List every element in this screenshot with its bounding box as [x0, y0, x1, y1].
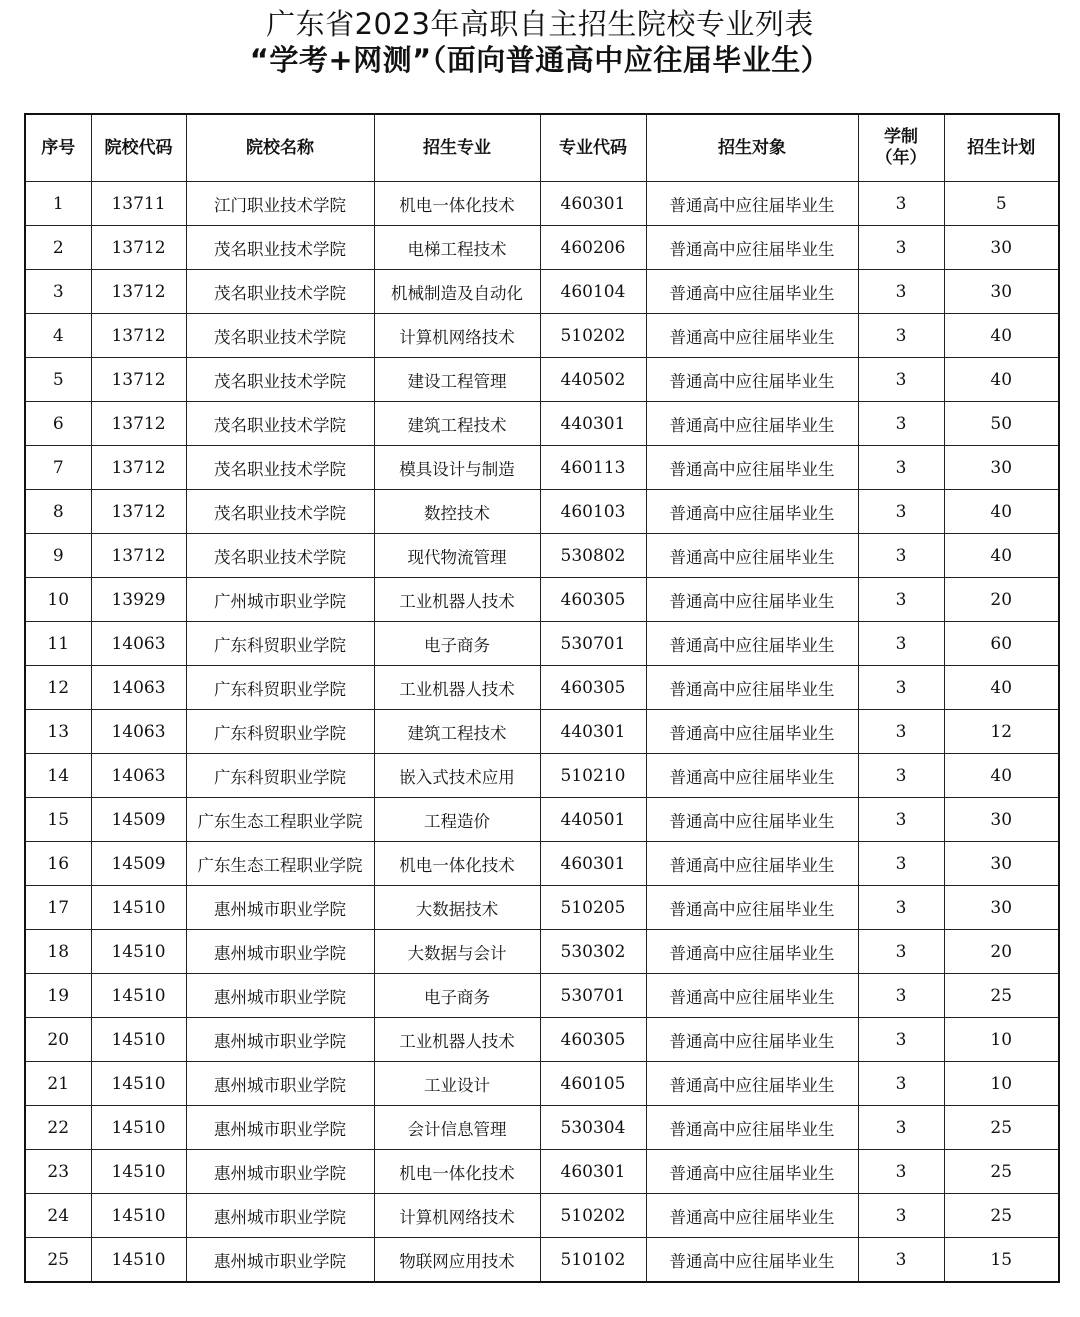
cell-major-code: 460301	[540, 182, 646, 226]
cell-target: 普通高中应往届毕业生	[646, 446, 858, 490]
cell-target: 普通高中应往届毕业生	[646, 798, 858, 842]
cell-years: 3	[858, 1062, 944, 1106]
cell-plan: 30	[944, 886, 1059, 930]
cell-target: 普通高中应往届毕业生	[646, 930, 858, 974]
cell-major-code: 460305	[540, 578, 646, 622]
cell-major-code: 530701	[540, 622, 646, 666]
cell-years: 3	[858, 402, 944, 446]
cell-major: 计算机网络技术	[374, 1194, 540, 1238]
cell-years: 3	[858, 358, 944, 402]
table-row	[25, 1106, 1059, 1150]
cell-school-name: 茂名职业技术学院	[186, 446, 374, 490]
cell-school-code: 14510	[91, 1062, 186, 1106]
cell-school-code: 14509	[91, 798, 186, 842]
cell-major: 电梯工程技术	[374, 226, 540, 270]
cell-school-name: 惠州城市职业学院	[186, 930, 374, 974]
cell-years: 3	[858, 622, 944, 666]
cell-major: 嵌入式技术应用	[374, 754, 540, 798]
cell-school-name: 惠州城市职业学院	[186, 1194, 374, 1238]
table-row	[25, 182, 1059, 226]
cell-index: 23	[25, 1150, 91, 1194]
cell-major: 工业机器人技术	[374, 578, 540, 622]
cell-target: 普通高中应往届毕业生	[646, 226, 858, 270]
cell-major-code: 460104	[540, 270, 646, 314]
cell-major-code: 510202	[540, 314, 646, 358]
cell-plan: 40	[944, 358, 1059, 402]
cell-major-code: 460113	[540, 446, 646, 490]
cell-school-name: 惠州城市职业学院	[186, 1062, 374, 1106]
cell-major: 工业设计	[374, 1062, 540, 1106]
cell-index: 19	[25, 974, 91, 1018]
cell-major: 大数据与会计	[374, 930, 540, 974]
title-line-1: 广东省2023年高职自主招生院校专业列表	[266, 7, 814, 41]
cell-school-name: 茂名职业技术学院	[186, 490, 374, 534]
cell-major: 物联网应用技术	[374, 1238, 540, 1283]
table-row	[25, 446, 1059, 490]
cell-major-code: 460301	[540, 1150, 646, 1194]
table-header-row	[25, 114, 1059, 182]
cell-plan: 12	[944, 710, 1059, 754]
cell-major: 工业机器人技术	[374, 1018, 540, 1062]
cell-plan: 30	[944, 798, 1059, 842]
cell-major: 计算机网络技术	[374, 314, 540, 358]
admissions-table	[24, 113, 1060, 1283]
cell-years: 3	[858, 578, 944, 622]
cell-major-code: 530304	[540, 1106, 646, 1150]
cell-major-code: 460105	[540, 1062, 646, 1106]
cell-target: 普通高中应往届毕业生	[646, 578, 858, 622]
cell-school-name: 茂名职业技术学院	[186, 402, 374, 446]
cell-target: 普通高中应往届毕业生	[646, 490, 858, 534]
table-row	[25, 1150, 1059, 1194]
cell-years: 3	[858, 798, 944, 842]
header-school-code: 院校代码	[91, 114, 186, 182]
cell-years: 3	[858, 314, 944, 358]
cell-index: 20	[25, 1018, 91, 1062]
cell-index: 21	[25, 1062, 91, 1106]
cell-school-code: 13712	[91, 270, 186, 314]
cell-target: 普通高中应往届毕业生	[646, 842, 858, 886]
table-row	[25, 974, 1059, 1018]
cell-school-name: 茂名职业技术学院	[186, 226, 374, 270]
cell-major-code: 460301	[540, 842, 646, 886]
cell-school-code: 13712	[91, 226, 186, 270]
cell-target: 普通高中应往届毕业生	[646, 182, 858, 226]
cell-major: 数控技术	[374, 490, 540, 534]
cell-plan: 25	[944, 1106, 1059, 1150]
header-years-line2: （年）	[875, 148, 927, 168]
cell-plan: 40	[944, 666, 1059, 710]
cell-index: 10	[25, 578, 91, 622]
cell-major-code: 530701	[540, 974, 646, 1018]
cell-index: 24	[25, 1194, 91, 1238]
cell-major: 电子商务	[374, 622, 540, 666]
cell-index: 22	[25, 1106, 91, 1150]
cell-index: 1	[25, 182, 91, 226]
cell-target: 普通高中应往届毕业生	[646, 270, 858, 314]
cell-index: 16	[25, 842, 91, 886]
cell-major: 大数据技术	[374, 886, 540, 930]
cell-target: 普通高中应往届毕业生	[646, 754, 858, 798]
table-row	[25, 710, 1059, 754]
cell-years: 3	[858, 930, 944, 974]
cell-school-name: 惠州城市职业学院	[186, 974, 374, 1018]
cell-school-code: 14510	[91, 1238, 186, 1283]
cell-years: 3	[858, 226, 944, 270]
cell-years: 3	[858, 270, 944, 314]
cell-target: 普通高中应往届毕业生	[646, 358, 858, 402]
cell-major: 建筑工程技术	[374, 402, 540, 446]
table-row	[25, 226, 1059, 270]
cell-school-name: 广东科贸职业学院	[186, 754, 374, 798]
cell-school-name: 茂名职业技术学院	[186, 534, 374, 578]
cell-major-code: 510102	[540, 1238, 646, 1283]
cell-target: 普通高中应往届毕业生	[646, 1194, 858, 1238]
cell-plan: 40	[944, 314, 1059, 358]
table-row	[25, 798, 1059, 842]
cell-major: 建设工程管理	[374, 358, 540, 402]
cell-school-code: 14510	[91, 930, 186, 974]
cell-school-name: 广东科贸职业学院	[186, 622, 374, 666]
cell-plan: 5	[944, 182, 1059, 226]
cell-school-code: 14510	[91, 1194, 186, 1238]
table-row	[25, 358, 1059, 402]
cell-school-name: 惠州城市职业学院	[186, 1238, 374, 1283]
cell-years: 3	[858, 842, 944, 886]
cell-years: 3	[858, 446, 944, 490]
cell-target: 普通高中应往届毕业生	[646, 1150, 858, 1194]
cell-plan: 30	[944, 446, 1059, 490]
cell-major: 工业机器人技术	[374, 666, 540, 710]
table-row	[25, 578, 1059, 622]
cell-plan: 20	[944, 578, 1059, 622]
cell-target: 普通高中应往届毕业生	[646, 402, 858, 446]
cell-school-code: 13711	[91, 182, 186, 226]
table-row	[25, 270, 1059, 314]
cell-school-code: 13712	[91, 446, 186, 490]
cell-index: 15	[25, 798, 91, 842]
cell-major: 模具设计与制造	[374, 446, 540, 490]
cell-major-code: 530302	[540, 930, 646, 974]
cell-major-code: 530802	[540, 534, 646, 578]
header-index: 序号	[25, 114, 91, 182]
cell-target: 普通高中应往届毕业生	[646, 886, 858, 930]
cell-plan: 25	[944, 974, 1059, 1018]
cell-major-code: 440501	[540, 798, 646, 842]
cell-index: 9	[25, 534, 91, 578]
cell-school-name: 江门职业技术学院	[186, 182, 374, 226]
cell-school-code: 14063	[91, 622, 186, 666]
cell-target: 普通高中应往届毕业生	[646, 1018, 858, 1062]
cell-index: 2	[25, 226, 91, 270]
header-school-name: 院校名称	[186, 114, 374, 182]
header-major: 招生专业	[374, 114, 540, 182]
cell-target: 普通高中应往届毕业生	[646, 974, 858, 1018]
cell-major-code: 460305	[540, 666, 646, 710]
cell-plan: 20	[944, 930, 1059, 974]
cell-target: 普通高中应往届毕业生	[646, 1062, 858, 1106]
cell-school-name: 广东科贸职业学院	[186, 710, 374, 754]
cell-school-code: 13929	[91, 578, 186, 622]
table-row	[25, 666, 1059, 710]
cell-school-code: 14063	[91, 666, 186, 710]
cell-years: 3	[858, 1106, 944, 1150]
cell-major-code: 460305	[540, 1018, 646, 1062]
header-years-line1: 学制	[884, 127, 918, 147]
cell-school-name: 茂名职业技术学院	[186, 270, 374, 314]
table-row	[25, 842, 1059, 886]
cell-school-code: 14510	[91, 1018, 186, 1062]
cell-plan: 50	[944, 402, 1059, 446]
cell-major: 机械制造及自动化	[374, 270, 540, 314]
cell-school-name: 广东生态工程职业学院	[186, 798, 374, 842]
cell-plan: 10	[944, 1062, 1059, 1106]
cell-major-code: 510202	[540, 1194, 646, 1238]
cell-target: 普通高中应往届毕业生	[646, 710, 858, 754]
cell-school-name: 惠州城市职业学院	[186, 1150, 374, 1194]
cell-major: 现代物流管理	[374, 534, 540, 578]
cell-school-code: 14510	[91, 1150, 186, 1194]
cell-plan: 15	[944, 1238, 1059, 1283]
table-row	[25, 490, 1059, 534]
cell-school-code: 14510	[91, 886, 186, 930]
title-line-2: “学考+网测”（面向普通高中应往届毕业生）	[249, 43, 831, 77]
cell-major: 建筑工程技术	[374, 710, 540, 754]
cell-index: 12	[25, 666, 91, 710]
cell-years: 3	[858, 534, 944, 578]
cell-years: 3	[858, 490, 944, 534]
table-row	[25, 622, 1059, 666]
cell-index: 11	[25, 622, 91, 666]
cell-plan: 30	[944, 270, 1059, 314]
cell-index: 5	[25, 358, 91, 402]
table-row	[25, 534, 1059, 578]
cell-school-code: 14509	[91, 842, 186, 886]
table-row	[25, 754, 1059, 798]
cell-school-name: 茂名职业技术学院	[186, 314, 374, 358]
cell-plan: 40	[944, 534, 1059, 578]
cell-major-code: 510210	[540, 754, 646, 798]
cell-school-name: 惠州城市职业学院	[186, 1106, 374, 1150]
table-row	[25, 402, 1059, 446]
cell-target: 普通高中应往届毕业生	[646, 666, 858, 710]
header-plan: 招生计划	[944, 114, 1059, 182]
cell-index: 8	[25, 490, 91, 534]
cell-index: 3	[25, 270, 91, 314]
cell-major-code: 510205	[540, 886, 646, 930]
cell-school-code: 13712	[91, 358, 186, 402]
cell-plan: 60	[944, 622, 1059, 666]
cell-school-name: 茂名职业技术学院	[186, 358, 374, 402]
cell-school-name: 广州城市职业学院	[186, 578, 374, 622]
cell-years: 3	[858, 754, 944, 798]
cell-years: 3	[858, 1194, 944, 1238]
table-row	[25, 930, 1059, 974]
cell-school-code: 13712	[91, 402, 186, 446]
cell-major-code: 440301	[540, 402, 646, 446]
cell-index: 7	[25, 446, 91, 490]
cell-years: 3	[858, 1018, 944, 1062]
cell-major: 电子商务	[374, 974, 540, 1018]
cell-target: 普通高中应往届毕业生	[646, 622, 858, 666]
cell-major: 机电一体化技术	[374, 182, 540, 226]
cell-school-name: 惠州城市职业学院	[186, 1018, 374, 1062]
cell-plan: 10	[944, 1018, 1059, 1062]
cell-years: 3	[858, 974, 944, 1018]
cell-years: 3	[858, 666, 944, 710]
cell-plan: 25	[944, 1194, 1059, 1238]
cell-index: 17	[25, 886, 91, 930]
cell-index: 14	[25, 754, 91, 798]
cell-major-code: 460206	[540, 226, 646, 270]
cell-major: 会计信息管理	[374, 1106, 540, 1150]
cell-major: 工程造价	[374, 798, 540, 842]
table-body	[25, 182, 1059, 1283]
cell-years: 3	[858, 182, 944, 226]
cell-plan: 30	[944, 226, 1059, 270]
cell-years: 3	[858, 1150, 944, 1194]
cell-target: 普通高中应往届毕业生	[646, 534, 858, 578]
cell-major-code: 460103	[540, 490, 646, 534]
header-major-code: 专业代码	[540, 114, 646, 182]
cell-index: 4	[25, 314, 91, 358]
cell-school-name: 惠州城市职业学院	[186, 886, 374, 930]
cell-plan: 40	[944, 754, 1059, 798]
cell-years: 3	[858, 710, 944, 754]
table-row	[25, 1194, 1059, 1238]
cell-plan: 30	[944, 842, 1059, 886]
cell-school-code: 13712	[91, 490, 186, 534]
cell-school-code: 14063	[91, 710, 186, 754]
cell-school-code: 14510	[91, 1106, 186, 1150]
cell-years: 3	[858, 886, 944, 930]
cell-major-code: 440301	[540, 710, 646, 754]
cell-school-code: 13712	[91, 534, 186, 578]
cell-plan: 40	[944, 490, 1059, 534]
table-row	[25, 1062, 1059, 1106]
cell-years: 3	[858, 1238, 944, 1283]
cell-major: 机电一体化技术	[374, 1150, 540, 1194]
cell-index: 18	[25, 930, 91, 974]
cell-school-code: 14510	[91, 974, 186, 1018]
document-title	[0, 6, 1080, 78]
cell-target: 普通高中应往届毕业生	[646, 1238, 858, 1283]
cell-school-name: 广东科贸职业学院	[186, 666, 374, 710]
table-row	[25, 314, 1059, 358]
header-years	[858, 114, 944, 182]
header-target: 招生对象	[646, 114, 858, 182]
cell-target: 普通高中应往届毕业生	[646, 1106, 858, 1150]
table-row	[25, 886, 1059, 930]
table-row	[25, 1018, 1059, 1062]
cell-index: 25	[25, 1238, 91, 1283]
cell-plan: 25	[944, 1150, 1059, 1194]
cell-school-name: 广东生态工程职业学院	[186, 842, 374, 886]
cell-major-code: 440502	[540, 358, 646, 402]
cell-major: 机电一体化技术	[374, 842, 540, 886]
cell-school-code: 13712	[91, 314, 186, 358]
cell-index: 13	[25, 710, 91, 754]
cell-target: 普通高中应往届毕业生	[646, 314, 858, 358]
cell-index: 6	[25, 402, 91, 446]
cell-school-code: 14063	[91, 754, 186, 798]
table-row	[25, 1238, 1059, 1283]
